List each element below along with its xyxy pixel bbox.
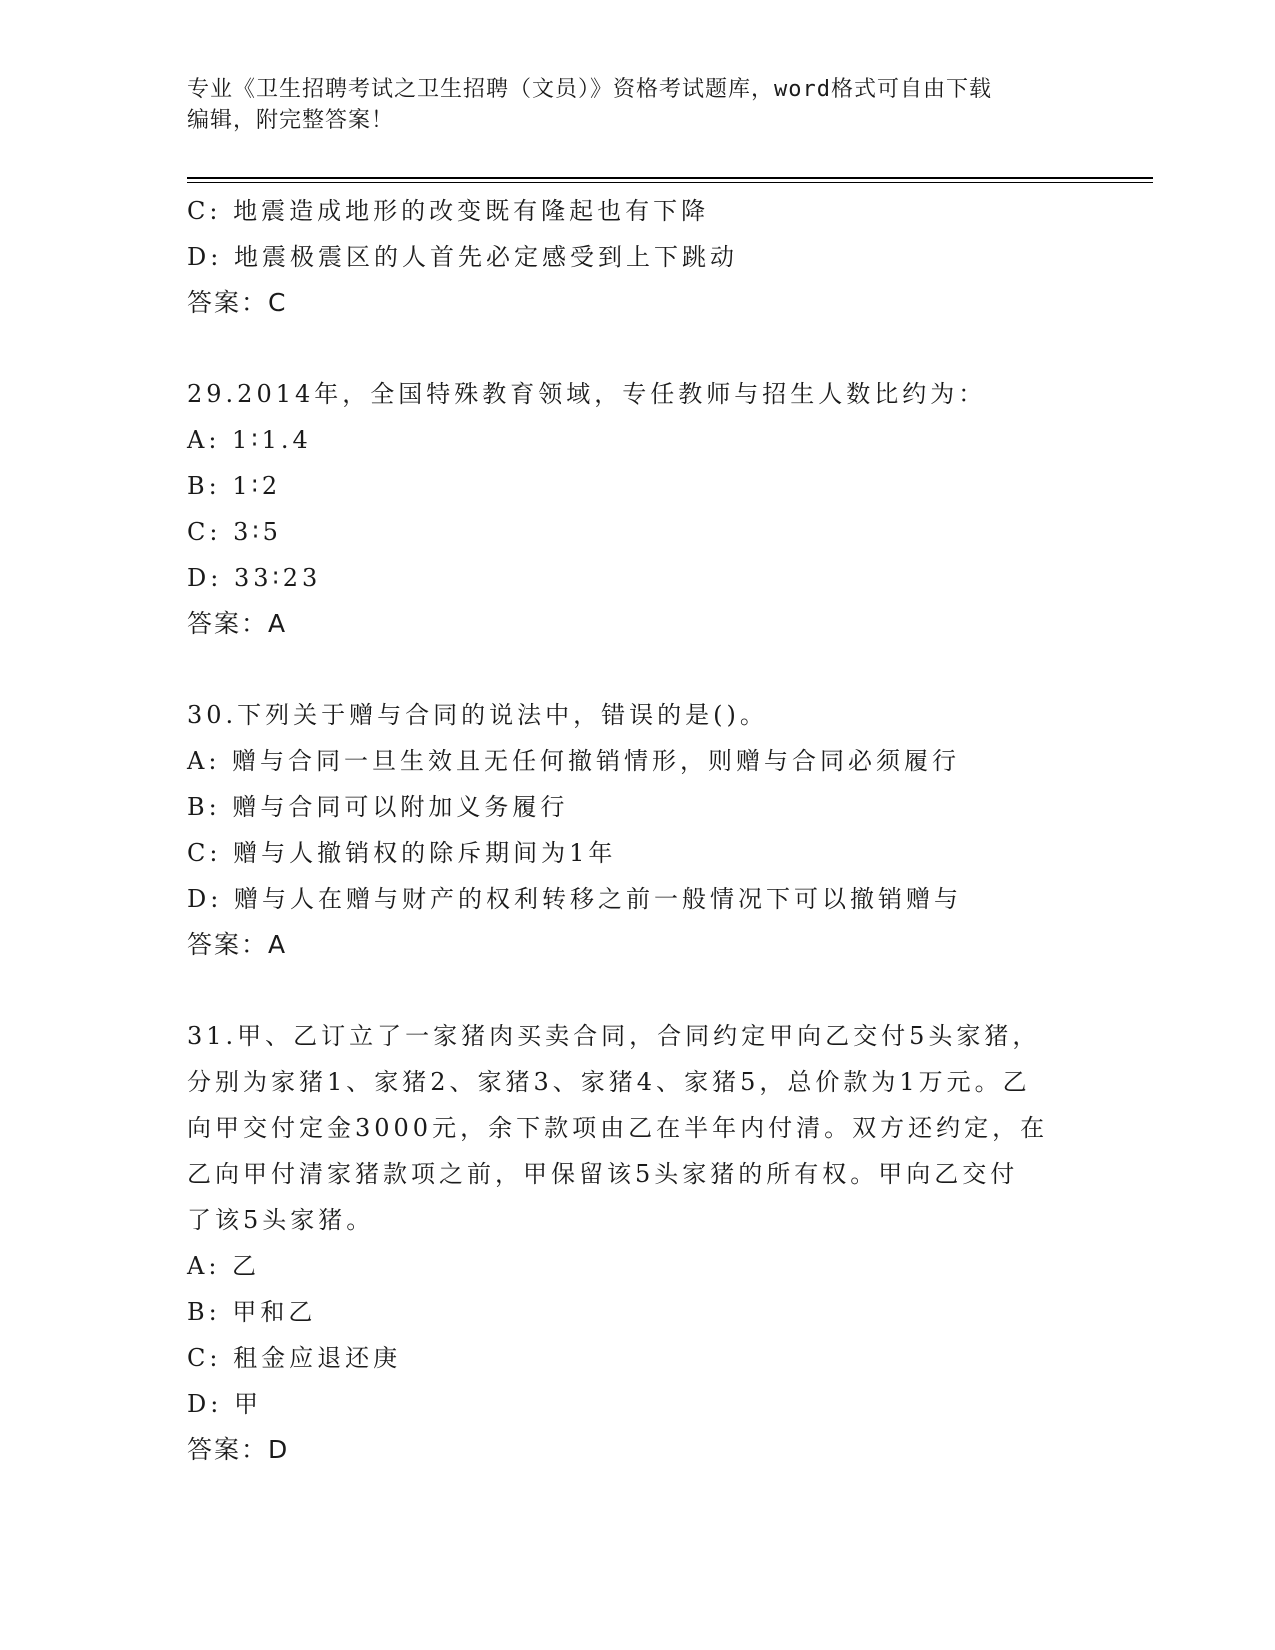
- question-30-block: [187, 692, 1087, 968]
- q31-question-line: 向甲交付定金3000元，余下款项由乙在半年内付清。双方还约定，在: [187, 1114, 1049, 1142]
- q29-option-a: A: 1∶1.4: [187, 426, 312, 454]
- q29-option-d: D: 33∶23: [187, 564, 322, 592]
- q30-question: 30.下列关于赠与合同的说法中，错误的是()。: [187, 701, 768, 729]
- q31-question-line: 31.甲、乙订立了一家猪肉买卖合同，合同约定甲向乙交付5头家猪，: [187, 1022, 1041, 1050]
- q31-answer: 答案：D: [187, 1435, 290, 1464]
- q29-option-b: B: 1∶2: [187, 472, 282, 500]
- q29-option-c: C: 3∶5: [187, 518, 282, 546]
- header-line-2: 编辑，附完整答案！: [187, 108, 395, 133]
- spacer: [187, 968, 1087, 1013]
- question-28-block: [187, 188, 1087, 326]
- document-header: [187, 74, 1087, 136]
- q31-option-d: D: 甲: [187, 1390, 262, 1418]
- header-line-1: 专业《卫生招聘考试之卫生招聘（文员）》资格考试题库，word格式可自由下载: [187, 77, 992, 102]
- header-divider-thick: [187, 177, 1153, 179]
- q30-option-b: B: 赠与合同可以附加义务履行: [187, 793, 569, 821]
- q30-option-c: C: 赠与人撤销权的除斥期间为1年: [187, 839, 617, 867]
- question-29-block: [187, 371, 1087, 647]
- q28-option-c: C: 地震造成地形的改变既有隆起也有下降: [187, 197, 710, 225]
- q30-answer: 答案：A: [187, 930, 288, 959]
- question-31-block: [187, 1013, 1087, 1473]
- q30-option-a: A: 赠与合同一旦生效且无任何撤销情形，则赠与合同必须履行: [187, 747, 961, 775]
- spacer: [187, 647, 1087, 692]
- spacer: [187, 326, 1087, 371]
- q30-option-d: D: 赠与人在赠与财产的权利转移之前一般情况下可以撤销赠与: [187, 885, 962, 913]
- q31-option-b: B: 甲和乙: [187, 1298, 317, 1326]
- q31-question-line: 分别为家猪1、家猪2、家猪3、家猪4、家猪5，总价款为1万元。乙: [187, 1068, 1031, 1096]
- q29-question: 29.2014年，全国特殊教育领域，专任教师与招生人数比约为：: [187, 380, 987, 408]
- question-list: [187, 188, 1087, 1473]
- q28-option-d: D: 地震极震区的人首先必定感受到上下跳动: [187, 243, 738, 271]
- q31-option-a: A: 乙: [187, 1252, 261, 1280]
- header-divider-thin: [187, 182, 1153, 183]
- q29-answer: 答案：A: [187, 609, 288, 638]
- q31-question-line: 了该5头家猪。: [187, 1206, 375, 1234]
- q28-answer: 答案：C: [187, 288, 288, 317]
- q31-question-line: 乙向甲付清家猪款项之前，甲保留该5头家猪的所有权。甲向乙交付: [187, 1160, 1019, 1188]
- q31-option-c: C: 租金应退还庚: [187, 1344, 402, 1372]
